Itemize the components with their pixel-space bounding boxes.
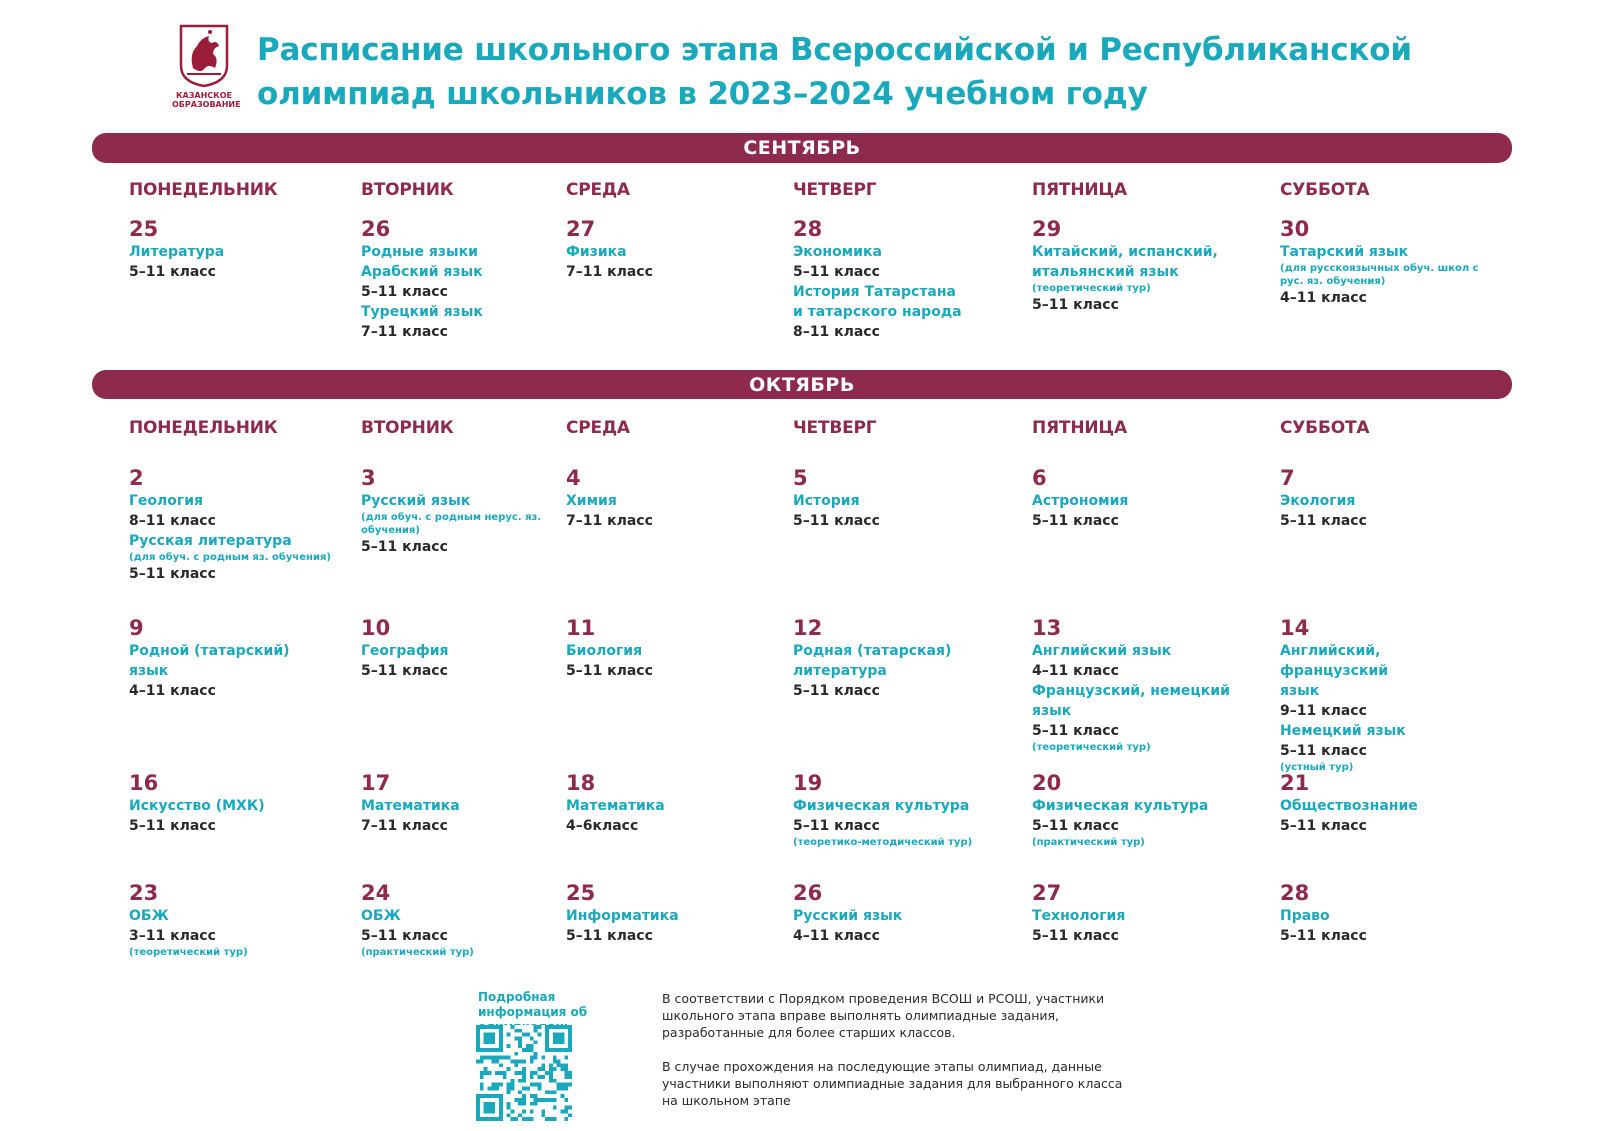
subject-name: итальянский язык — [1032, 264, 1179, 280]
sep-day-28 — [793, 216, 1008, 342]
subject-name: Английский язык — [1032, 643, 1172, 659]
subject-name: Китайский, испанский, — [1032, 244, 1218, 260]
grade-range: 7–11 класс — [361, 818, 448, 834]
subject-name: ОБЖ — [129, 908, 169, 924]
logo-text: КАЗАНСКОЕ ОБРАЗОВАНИЕ — [172, 91, 241, 109]
coat-of-arms-icon — [179, 24, 229, 88]
tour-note: (теоретический тур) — [1032, 283, 1151, 294]
info-text — [662, 990, 1132, 1126]
info-paragraph-1: В соответствии с Порядком проведения ВСОШ и РСОШ, участники школьного этапа вправе выполнять олимпиадные задания, разработанные для более старших классов. — [662, 991, 1105, 1040]
day-date: 9 — [129, 616, 144, 640]
day-date: 5 — [793, 466, 808, 490]
subject-name: Английский, французский — [1280, 643, 1389, 679]
sep-day-26 — [361, 216, 576, 342]
subject-name: История — [793, 493, 860, 509]
subject-name: Турецкий язык — [361, 304, 483, 320]
grade-range: 5–11 класс — [1280, 928, 1367, 944]
weekday-header-oct-3: ЧЕТВЕРГ — [793, 418, 877, 438]
weekday-header-oct-2: СРЕДА — [566, 418, 630, 438]
oct-day-12 — [793, 615, 1008, 701]
grade-range: 4–11 класс — [793, 928, 880, 944]
grade-range: 5–11 класс — [361, 663, 448, 679]
info-paragraph-2: В случае прохождения на последующие этапы олимпиад, данные участники выполняют олимпиадные задания для выбранного класса на школьном этапе — [662, 1059, 1123, 1108]
subject-name: ОБЖ — [361, 908, 401, 924]
weekday-header-sep-0: ПОНЕДЕЛЬНИК — [129, 180, 278, 200]
weekday-header-sep-5: СУББОТА — [1280, 180, 1370, 200]
weekday-header-oct-5: СУББОТА — [1280, 418, 1370, 438]
subject-name: Физика — [566, 244, 627, 260]
day-date: 24 — [361, 881, 391, 905]
grade-range: 5–11 класс — [129, 264, 216, 280]
oct-day-26 — [793, 880, 1008, 946]
grade-range: 7–11 класс — [566, 513, 653, 529]
day-date: 13 — [1032, 616, 1062, 640]
subject-name: Геология — [129, 493, 204, 509]
grade-range: 8–11 класс — [793, 324, 880, 340]
oct-day-19 — [793, 770, 1008, 849]
grade-range: 7–11 класс — [361, 324, 448, 340]
grade-range: 4–6класс — [566, 818, 639, 834]
day-date: 7 — [1280, 466, 1295, 490]
oct-day-10 — [361, 615, 576, 681]
grade-range: 5–11 класс — [566, 928, 653, 944]
subject-name: Обществознание — [1280, 798, 1418, 814]
grade-range: 5–11 класс — [1032, 723, 1119, 739]
grade-range: 4–11 класс — [1280, 290, 1367, 306]
oct-day-24 — [361, 880, 576, 959]
day-date: 14 — [1280, 616, 1310, 640]
grade-range: 5–11 класс — [566, 663, 653, 679]
subject-name: язык — [1032, 703, 1072, 719]
qr-code-icon[interactable] — [476, 1025, 572, 1121]
subject-name: Экономика — [793, 244, 882, 260]
subject-name: Право — [1280, 908, 1330, 924]
subject-name: Физическая культура — [1032, 798, 1209, 814]
tour-note: (практический тур) — [1032, 837, 1145, 848]
subject-name: Астрономия — [1032, 493, 1129, 509]
subject-name: Математика — [566, 798, 665, 814]
tour-note: (теоретико-методический тур) — [793, 837, 973, 848]
day-date: 19 — [793, 771, 823, 795]
grade-range: 5–11 класс — [1280, 513, 1367, 529]
tour-note: (теоретический тур) — [129, 947, 248, 958]
kazan-education-logo — [172, 24, 241, 116]
subject-name: История Татарстана — [793, 284, 957, 300]
subject-name: Татарский язык — [1280, 244, 1409, 260]
day-date: 30 — [1280, 217, 1310, 241]
grade-range: 4–11 класс — [1032, 663, 1119, 679]
day-date: 2 — [129, 466, 144, 490]
grade-range: 7–11 класс — [566, 264, 653, 280]
subject-name: Физическая культура — [793, 798, 970, 814]
oct-day-27 — [1032, 880, 1247, 946]
month-band-october: ОКТЯБРЬ — [92, 370, 1512, 399]
grade-range: 5–11 класс — [793, 513, 880, 529]
day-date: 28 — [793, 217, 823, 241]
subject-name: Математика — [361, 798, 460, 814]
grade-range: 5–11 класс — [793, 818, 880, 834]
day-date: 20 — [1032, 771, 1062, 795]
subject-name: литература — [793, 663, 887, 679]
tour-note: (для русскоязычных обуч. школ с рус. яз. обучения) — [1280, 263, 1479, 287]
grade-range: 5–11 класс — [1280, 743, 1367, 759]
day-date: 23 — [129, 881, 159, 905]
day-date: 4 — [566, 466, 581, 490]
month-band-september: СЕНТЯБРЬ — [92, 133, 1512, 163]
oct-day-18 — [566, 770, 781, 836]
subject-name: Родная (татарская) — [793, 643, 952, 659]
subject-name: Немецкий язык — [1280, 723, 1406, 739]
day-date: 26 — [793, 881, 823, 905]
weekday-header-sep-2: СРЕДА — [566, 180, 630, 200]
grade-range: 5–11 класс — [361, 539, 448, 555]
grade-range: 5–11 класс — [361, 284, 448, 300]
oct-day-11 — [566, 615, 781, 681]
subject-name: Русская литература — [129, 533, 292, 549]
grade-range: 3–11 класс — [129, 928, 216, 944]
grade-range: 5–11 класс — [1032, 297, 1119, 313]
grade-range: 8–11 класс — [129, 513, 216, 529]
subject-name: Химия — [566, 493, 617, 509]
oct-day-16 — [129, 770, 344, 836]
weekday-header-oct-1: ВТОРНИК — [361, 418, 454, 438]
tour-note: (теоретический тур) — [1032, 742, 1151, 753]
subject-name: Биология — [566, 643, 643, 659]
grade-range: 5–11 класс — [1032, 513, 1119, 529]
subject-name: Искусство (МХК) — [129, 798, 265, 814]
grade-range: 5–11 класс — [1280, 818, 1367, 834]
weekday-header-sep-4: ПЯТНИЦА — [1032, 180, 1127, 200]
oct-day-6 — [1032, 465, 1247, 531]
day-date: 10 — [361, 616, 391, 640]
oct-day-14 — [1280, 615, 1490, 774]
subject-name: Французский, немецкий — [1032, 683, 1230, 699]
day-date: 29 — [1032, 217, 1062, 241]
sep-day-29 — [1032, 216, 1247, 315]
tour-note: (устный тур) — [1280, 762, 1354, 773]
oct-day-20 — [1032, 770, 1247, 849]
oct-day-23 — [129, 880, 344, 959]
day-date: 25 — [566, 881, 596, 905]
page-title: Расписание школьного этапа Всероссийской и Республиканской олимпиад школьников в 2023–2024 учебном году — [257, 32, 1412, 112]
oct-day-13 — [1032, 615, 1247, 754]
grade-range: 9–11 класс — [1280, 703, 1367, 719]
weekday-header-oct-0: ПОНЕДЕЛЬНИК — [129, 418, 278, 438]
oct-day-7 — [1280, 465, 1490, 531]
tour-note: (для обуч. с родным яз. обучения) — [129, 552, 331, 563]
qr-label: Подробная информация об — [478, 990, 588, 1019]
subject-name: Литература — [129, 244, 225, 260]
day-date: 21 — [1280, 771, 1310, 795]
subject-name: и татарского народа — [793, 304, 962, 320]
subject-name: язык — [129, 663, 169, 679]
day-date: 18 — [566, 771, 596, 795]
oct-day-3 — [361, 465, 576, 557]
oct-day-17 — [361, 770, 576, 836]
oct-day-21 — [1280, 770, 1490, 836]
day-date: 26 — [361, 217, 391, 241]
sep-day-30 — [1280, 216, 1490, 308]
weekday-header-oct-4: ПЯТНИЦА — [1032, 418, 1127, 438]
weekday-header-sep-1: ВТОРНИК — [361, 180, 454, 200]
day-date: 3 — [361, 466, 376, 490]
day-date: 27 — [1032, 881, 1062, 905]
tour-note: (для обуч. с родным нерус. яз. обучения) — [361, 512, 542, 536]
subject-name: География — [361, 643, 449, 659]
subject-name: язык — [1280, 683, 1320, 699]
subject-name: Родные языки — [361, 244, 478, 260]
subject-name: Русский язык — [793, 908, 903, 924]
subject-name: Технология — [1032, 908, 1126, 924]
grade-range: 5–11 класс — [793, 683, 880, 699]
day-date: 16 — [129, 771, 159, 795]
oct-day-25 — [566, 880, 781, 946]
tour-note: (практический тур) — [361, 947, 474, 958]
oct-day-2 — [129, 465, 344, 584]
grade-range: 5–11 класс — [129, 566, 216, 582]
grade-range: 5–11 класс — [361, 928, 448, 944]
day-date: 6 — [1032, 466, 1047, 490]
oct-day-28 — [1280, 880, 1490, 946]
day-date: 17 — [361, 771, 391, 795]
sep-day-25 — [129, 216, 344, 282]
subject-name: Информатика — [566, 908, 679, 924]
subject-name: Арабский язык — [361, 264, 483, 280]
sep-day-27 — [566, 216, 781, 282]
grade-range: 5–11 класс — [1032, 928, 1119, 944]
grade-range: 5–11 класс — [129, 818, 216, 834]
subject-name: Экология — [1280, 493, 1356, 509]
subject-name: Родной (татарский) — [129, 643, 290, 659]
day-date: 12 — [793, 616, 823, 640]
oct-day-9 — [129, 615, 344, 701]
day-date: 11 — [566, 616, 596, 640]
grade-range: 5–11 класс — [1032, 818, 1119, 834]
subject-name: Русский язык — [361, 493, 471, 509]
day-date: 25 — [129, 217, 159, 241]
day-date: 27 — [566, 217, 596, 241]
oct-day-5 — [793, 465, 1008, 531]
weekday-header-sep-3: ЧЕТВЕРГ — [793, 180, 877, 200]
oct-day-4 — [566, 465, 781, 531]
grade-range: 4–11 класс — [129, 683, 216, 699]
grade-range: 5–11 класс — [793, 264, 880, 280]
day-date: 28 — [1280, 881, 1310, 905]
